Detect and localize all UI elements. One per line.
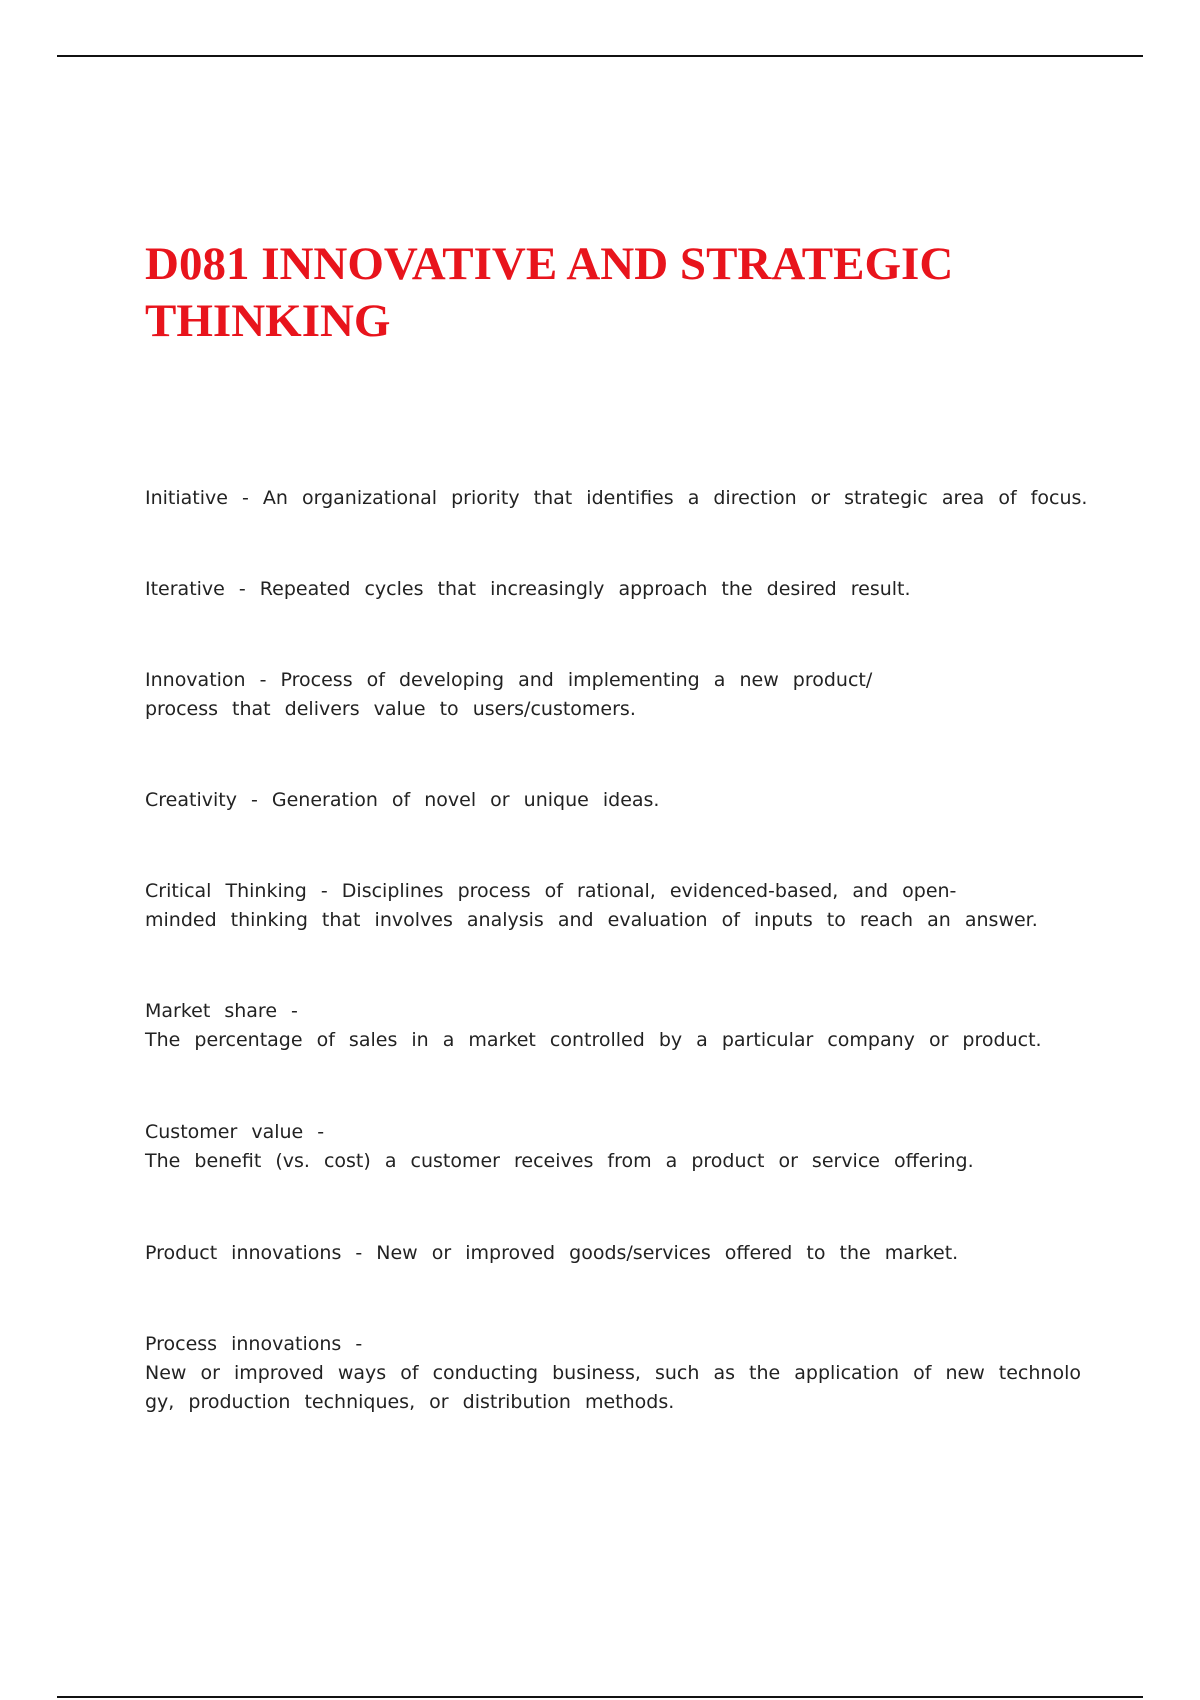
document-title: D081 INNOVATIVE AND STRATEGIC THINKING [145,238,954,347]
definition-critical-thinking: Critical Thinking - Disciplines process of rational, evidenced-based, and open- minded thinking that involves analysis and evaluation of inputs to reach an answer. [145,880,1038,931]
definition-innovation: Innovation - Process of developing and implementing a new product/ process that delivers value to users/customers. [145,669,873,720]
definition-initiative: Initiative - An organizational priority that identifies a direction or strategic area of focus. [145,487,1088,509]
definition-customer-value: Customer value - The benefit (vs. cost) a customer receives from a product or service offering. [145,1121,974,1172]
top-rule [57,55,1143,57]
definition-creativity: Creativity - Generation of novel or unique ideas. [145,789,660,811]
bottom-rule [57,1696,1143,1698]
definition-product-innovations: Product innovations - New or improved goods/services offered to the market. [145,1242,959,1264]
definition-market-share: Market share - The percentage of sales in a market controlled by a particular company or product. [145,1000,1042,1051]
definition-iterative: Iterative - Repeated cycles that increasingly approach the desired result. [145,578,911,600]
definition-process-innovations: Process innovations - New or improved ways of conducting business, such as the application of new technolo gy, production techniques, or distribution methods. [145,1333,1081,1413]
